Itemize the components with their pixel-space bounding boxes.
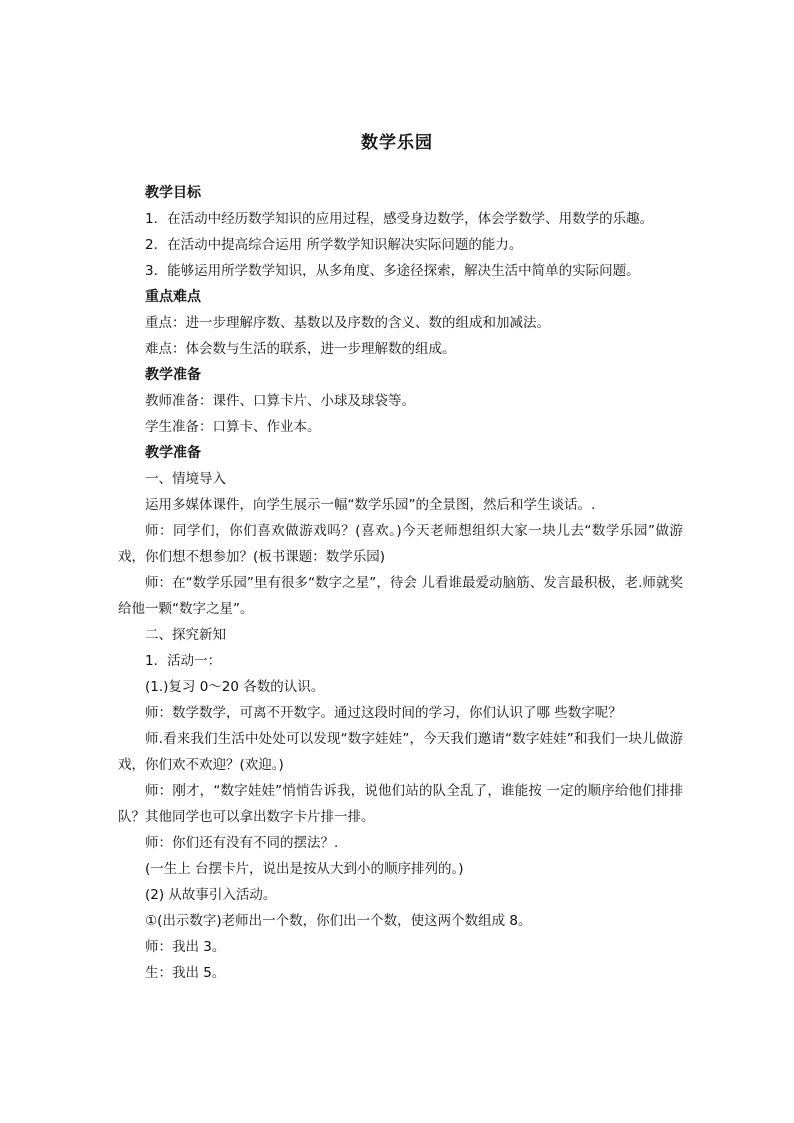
part-2-heading: 二、探究新知 — [145, 627, 226, 643]
paragraph: 师.看来我们生活中处处可以发现“数字娃娃”，今天我们邀请“数字娃娃”和我们一块儿做游戏，你们欢不欢迎？(欢迎。) — [118, 731, 683, 773]
section-heading-preparation: 教学准备 — [145, 367, 201, 383]
key-point-text: 重点：进一步理解序数、基数以及序数的含义、数的组成和加减法。 — [145, 315, 550, 331]
paragraph: 师：你们还有没有不同的摆法？. — [145, 835, 339, 851]
document-body — [118, 180, 683, 986]
teacher-prep-text: 教师准备：课件、口算卡片、小球及球袋等。 — [145, 393, 415, 409]
page-title: 数学乐园 — [361, 133, 433, 153]
paragraph: 师：数学数学，可离不开数字。通过这段时间的学习，你们认识了哪 些数字呢？ — [145, 705, 622, 721]
paragraph: 运用多媒体课件，向学生展示一幅“数学乐园”的全景图，然后和学生谈话。. — [145, 497, 596, 513]
part-1-heading: 一、情境导入 — [145, 471, 226, 487]
review-item: (1.)复习 0～20 各数的认识。 — [145, 679, 325, 695]
paragraph: ①(出示数字)老师出一个数，你们出一个数，使这两个数组成 8。 — [145, 913, 532, 929]
difficult-point-text: 难点：体会数与生活的联系，进一步理解数的组成。 — [145, 341, 456, 357]
paragraph: 师：我出 3。 — [145, 939, 226, 955]
paragraph: 师：在“数学乐园”里有很多“数字之星”，待会 儿看谁最爱动脑筋、发言最积极，老.师就奖给他一颗“数字之星”。 — [118, 575, 683, 617]
activity-1-heading: 1．活动一： — [145, 653, 222, 669]
paragraph: 师：同学们，你们喜欢做游戏吗？(喜欢。)今天老师想组织大家一块儿去“数学乐园”做游戏，你们想不想参加？(板书课题：数学乐园) — [118, 523, 683, 565]
paragraph: 师：刚才，“数字娃娃”悄悄告诉我，说他们站的队全乱了，谁能按 一定的顺序给他们排排队？其他同学也可以拿出数字卡片排一排。 — [118, 783, 683, 825]
goal-item-1: 1．在活动中经历数学知识的应用过程，感受身边数学，体会学数学、用数学的乐趣。 — [145, 211, 654, 227]
section-heading-goals: 教学目标 — [145, 185, 201, 201]
paragraph: (一生上 台摆卡片，说出是按从大到小的顺序排列的。) — [145, 861, 464, 877]
student-prep-text: 学生准备：口算卡、作业本。 — [145, 419, 321, 435]
section-heading-key-points: 重点难点 — [145, 289, 201, 305]
goal-item-2: 2．在活动中提高综合运用 所学数学知识解决实际问题的能力。 — [145, 237, 523, 253]
goal-item-3: 3．能够运用所学数学知识，从多角度、多途径探索，解决生活中简单的实际问题。 — [145, 263, 640, 279]
paragraph: 生：我出 5。 — [145, 965, 226, 981]
section-heading-preparation-2: 教学准备 — [145, 445, 201, 461]
paragraph: (2) 从故事引入活动。 — [145, 887, 277, 903]
